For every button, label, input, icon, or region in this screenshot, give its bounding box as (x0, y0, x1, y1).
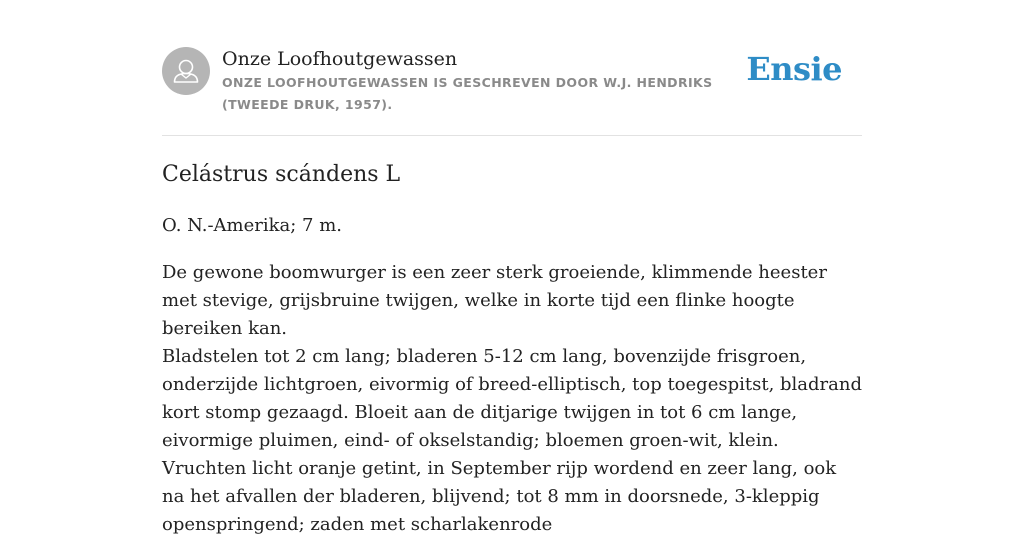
entry-paragraph-1: De gewone boomwurger is een zeer sterk groeiende, klimmende heester met stevige, grijsbruine twijgen, welke in korte tijd een flinke hoogte bereiken kan. (162, 262, 827, 339)
page (162, 0, 862, 535)
user-avatar-icon[interactable] (162, 47, 210, 95)
entry-title: Celástrus scándens L (162, 162, 401, 187)
entry-meta: O. N.-Amerika; 7 m. (162, 215, 343, 236)
source-description: ONZE LOOFHOUTGEWASSEN IS GESCHREVEN DOOR W.J. HENDRIKS (TWEEDE DRUK, 1957). (222, 75, 713, 112)
source-header (162, 47, 862, 136)
person-icon (162, 47, 210, 95)
source-title[interactable]: Onze Loofhoutgewassen (222, 48, 458, 70)
ensie-logo[interactable]: Ensie (746, 50, 842, 88)
entry-paragraph-2: Bladstelen tot 2 cm lang; bladeren 5-12 cm lang, bovenzijde frisgroen, onderzijde lichtgroen, eivormig of breed-elliptisch, top toegespitst, bladrand kort stomp gezaagd. Bloeit aan de ditjarige twijgen in tot 6 cm lange, eivormige pluimen, eind- of okselstandig; bloemen groen-wit, klein. Vruchten licht oranje getint, in September rijp wordend en zeer lang, ook na het afvallen der bladeren, blijvend; tot 8 mm in doorsnede, 3-kleppig openspringend; zaden met scharlakenrode (162, 346, 862, 535)
